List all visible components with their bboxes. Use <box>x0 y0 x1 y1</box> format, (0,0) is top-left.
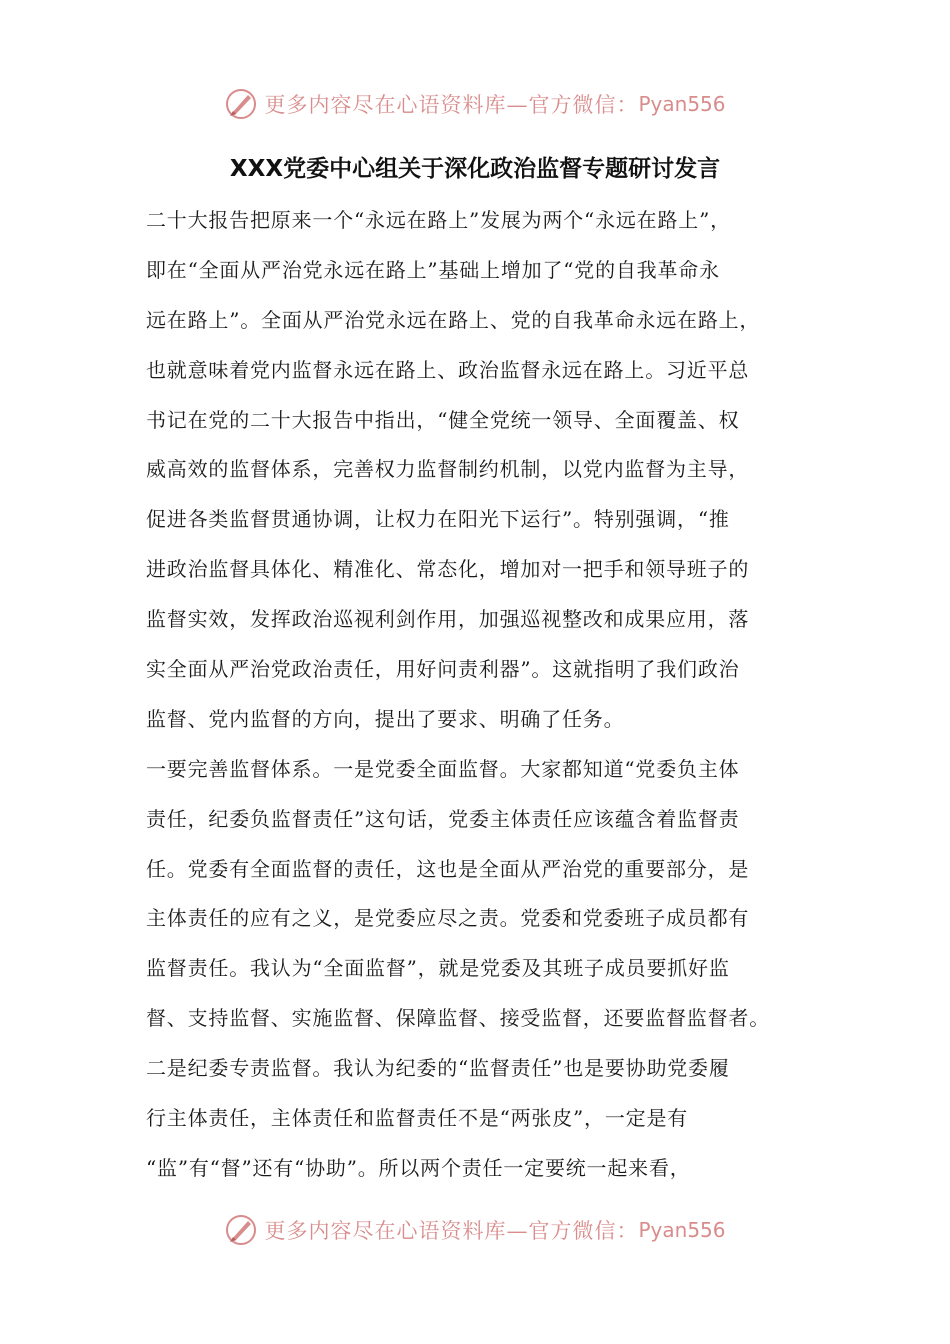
text-line: 二是纪委专责监督。我认为纪委的“监督责任”也是要协助党委履 <box>146 1056 730 1081</box>
text-line: 监督、党内监督的方向，提出了要求、明确了任务。 <box>146 706 625 731</box>
document-title: XXX党委中心组关于深化政治监督专题研讨发言 <box>229 156 721 182</box>
pen-logo-icon <box>224 1213 258 1247</box>
text-line: 进政治监督具体化、精准化、常态化，增加对一把手和领导班子的 <box>146 557 750 582</box>
pen-logo-icon <box>224 87 258 121</box>
watermark-wechat-id: Pyan556 <box>638 92 726 116</box>
text-line: 即在“全面从严治党永远在路上”基础上增加了“党的自我革命永 <box>146 257 720 282</box>
text-line: 促进各类监督贯通协调，让权力在阳光下运行”。特别强调，“推 <box>146 507 730 532</box>
text-line: 监督实效，发挥政治巡视利剑作用，加强巡视整改和成果应用，落 <box>146 607 750 632</box>
text-line: 督、支持监督、实施监督、保障监督、接受监督，还要监督监督者。 <box>146 1006 770 1031</box>
text-line: 主体责任的应有之义，是党委应尽之责。党委和党委班子成员都有 <box>146 906 750 931</box>
header-watermark <box>0 84 950 124</box>
text-line: 二十大报告把原来一个“永远在路上”发展为两个“永远在路上”， <box>146 208 731 232</box>
text-line: 远在路上”。全面从严治党永远在路上、党的自我革命永远在路上， <box>146 307 761 332</box>
text-line: 任。党委有全面监督的责任，这也是全面从严治党的重要部分，是 <box>146 856 750 881</box>
text-line: “监”有“督”还有“协助”。所以两个责任一定要统一起来看， <box>146 1155 691 1180</box>
watermark-text: 更多内容尽在心语资料库—官方微信： <box>264 1219 639 1243</box>
footer-watermark <box>0 1210 950 1250</box>
document-body <box>146 196 816 1194</box>
text-line: 监督责任。我认为“全面监督”，就是党委及其班子成员要抓好监 <box>146 956 730 981</box>
text-line: 实全面从严治党政治责任，用好问责利器”。这就指明了我们政治 <box>146 657 740 682</box>
text-line: 行主体责任，主体责任和监督责任不是“两张皮”，一定是有 <box>146 1106 689 1131</box>
watermark-text: 更多内容尽在心语资料库—官方微信： <box>264 93 639 117</box>
text-line: 威高效的监督体系，完善权力监督制约机制，以党内监督为主导， <box>146 457 750 482</box>
text-line: 责任，纪委负监督责任”这句话，党委主体责任应该蕴含着监督责 <box>146 806 740 831</box>
watermark-wechat-id: Pyan556 <box>638 1218 726 1242</box>
text-line: 也就意味着党内监督永远在路上、政治监督永远在路上。习近平总 <box>146 357 750 382</box>
text-line: 一要完善监督体系。一是党委全面监督。大家都知道“党委负主体 <box>146 756 740 781</box>
text-line: 书记在党的二十大报告中指出，“健全党统一领导、全面覆盖、权 <box>146 407 740 432</box>
